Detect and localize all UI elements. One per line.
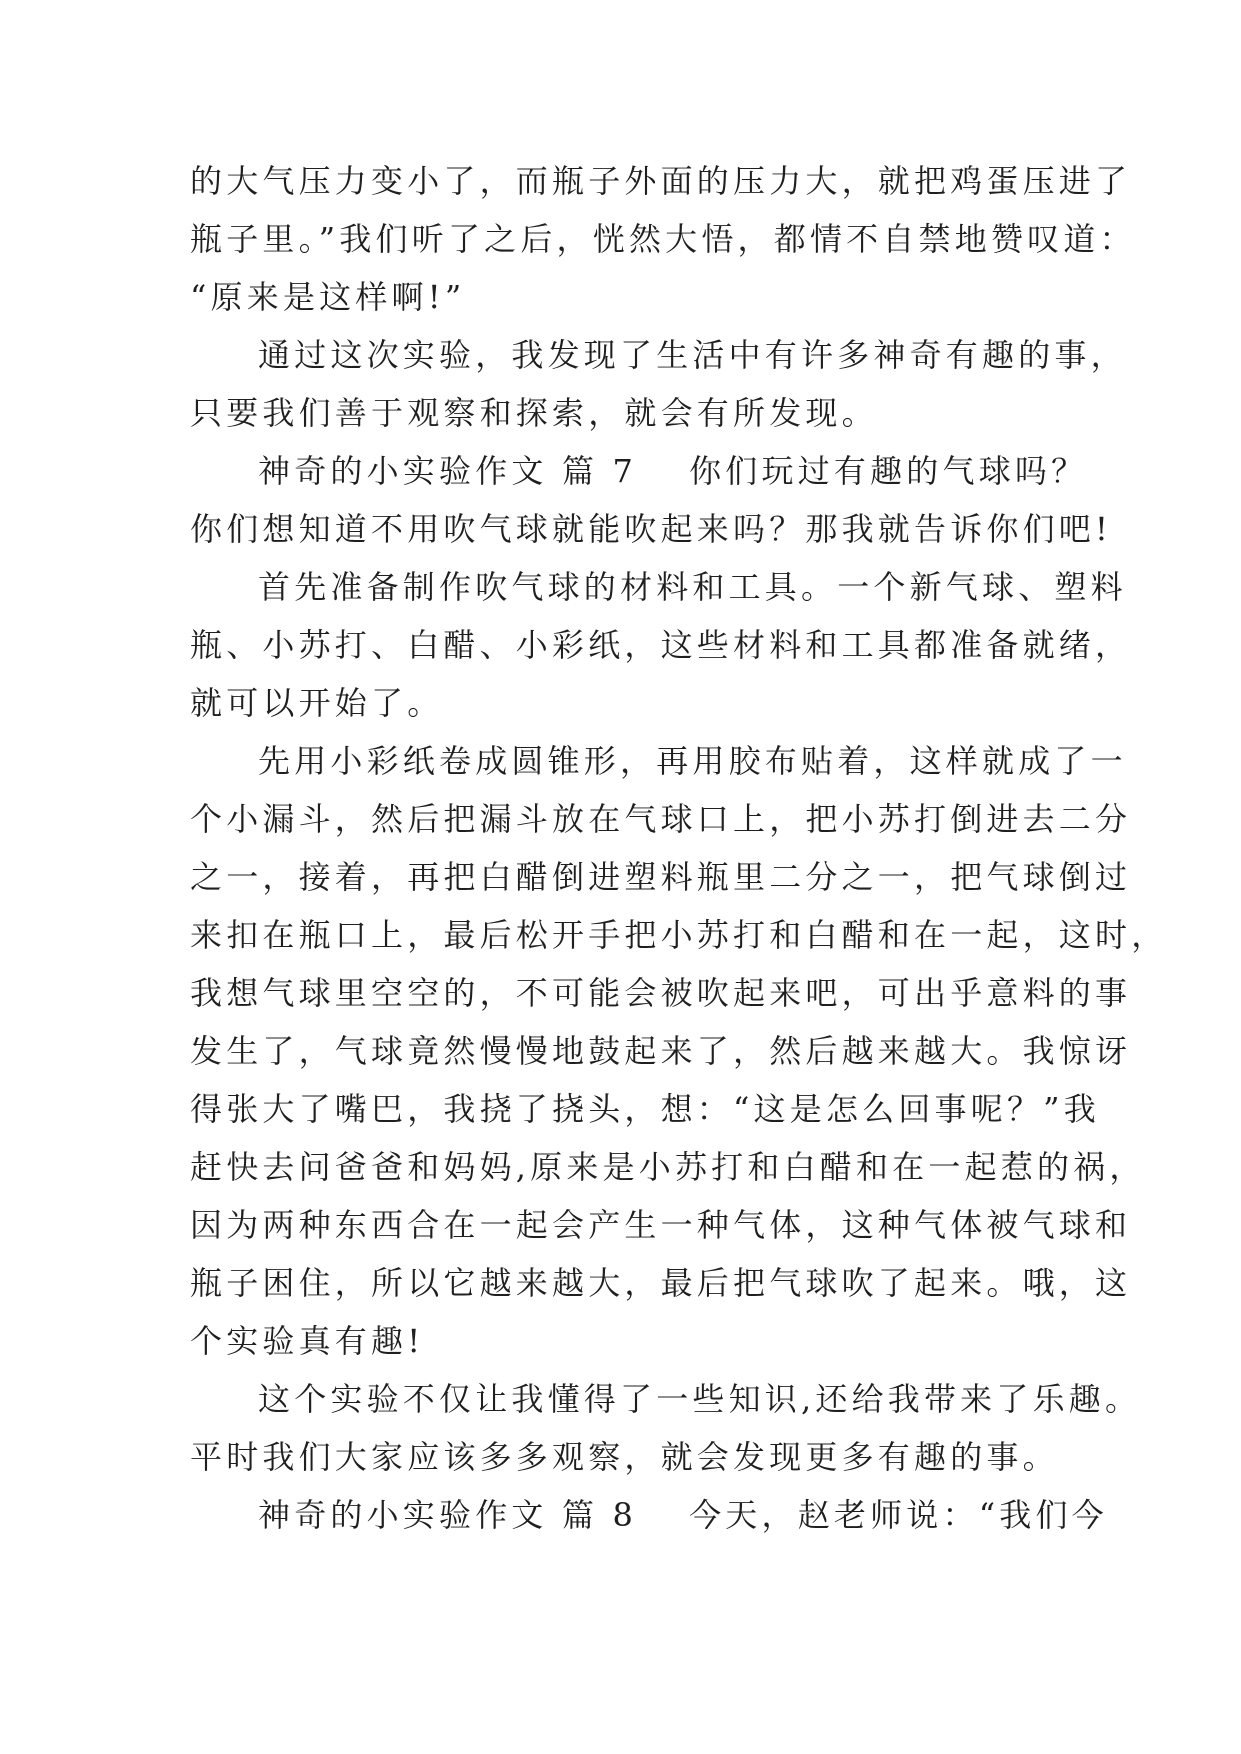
text-line: 赶快去问爸爸和妈妈,原来是小苏打和白醋和在一起惹的祸，	[190, 1148, 1146, 1186]
section-7-opening: 你们玩过有趣的气球吗？	[689, 452, 1088, 490]
paragraph-start-line: 通过这次实验，我发现了生活中有许多神奇有趣的事，	[258, 336, 1127, 374]
section-heading-line	[190, 442, 1090, 500]
text-line: 只要我们善于观察和探索，就会有所发现。	[190, 394, 878, 432]
text-line: 的大气压力变小了，而瓶子外面的压力大，就把鸡蛋压进了	[190, 162, 1132, 200]
paragraph-start-line: 首先准备制作吹气球的材料和工具。一个新气球、塑料	[258, 568, 1127, 606]
text-line: 瓶子困住，所以它越来越大，最后把气球吹了起来。哦，这	[190, 1264, 1132, 1302]
text-line: 就可以开始了。	[190, 684, 444, 722]
article-body	[190, 152, 1168, 1544]
paragraph-start-line: 先用小彩纸卷成圆锥形，再用胶布贴着，这样就成了一	[258, 742, 1127, 780]
text-line: “原来是这样啊!”	[190, 278, 466, 316]
text-line: 你们想知道不用吹气球就能吹起来吗？那我就告诉你们吧!	[190, 510, 1113, 548]
section-heading-8: 神奇的小实验作文 篇 8	[258, 1496, 638, 1534]
text-line: 得张大了嘴巴，我挠了挠头，想：“这是怎么回事呢？”我	[190, 1090, 1100, 1128]
text-line: 瓶、小苏打、白醋、小彩纸，这些材料和工具都准备就绪，	[190, 626, 1132, 664]
text-line: 来扣在瓶口上，最后松开手把小苏打和白醋和在一起，这时，	[190, 916, 1168, 954]
section-heading-7: 神奇的小实验作文 篇 7	[258, 452, 638, 490]
text-line: 个小漏斗，然后把漏斗放在气球口上，把小苏打倒进去二分	[190, 800, 1132, 838]
text-line: 个实验真有趣!	[190, 1322, 425, 1360]
text-line: 发生了，气球竟然慢慢地鼓起来了，然后越来越大。我惊讶	[190, 1032, 1132, 1070]
text-line: 我想气球里空空的，不可能会被吹起来吧，可出乎意料的事	[190, 974, 1132, 1012]
text-line: 平时我们大家应该多多观察，就会发现更多有趣的事。	[190, 1438, 1059, 1476]
section-heading-line	[190, 1486, 1108, 1544]
paragraph-start-line: 这个实验不仅让我懂得了一些知识,还给我带来了乐趣。	[258, 1380, 1142, 1418]
section-8-opening: 今天，赵老师说：“我们今	[689, 1496, 1108, 1534]
text-line: 瓶子里。”我们听了之后，恍然大悟，都情不自禁地赞叹道：	[190, 220, 1136, 258]
text-line: 因为两种东西合在一起会产生一种气体，这种气体被气球和	[190, 1206, 1132, 1244]
text-line: 之一，接着，再把白醋倒进塑料瓶里二分之一，把气球倒过	[190, 858, 1132, 896]
